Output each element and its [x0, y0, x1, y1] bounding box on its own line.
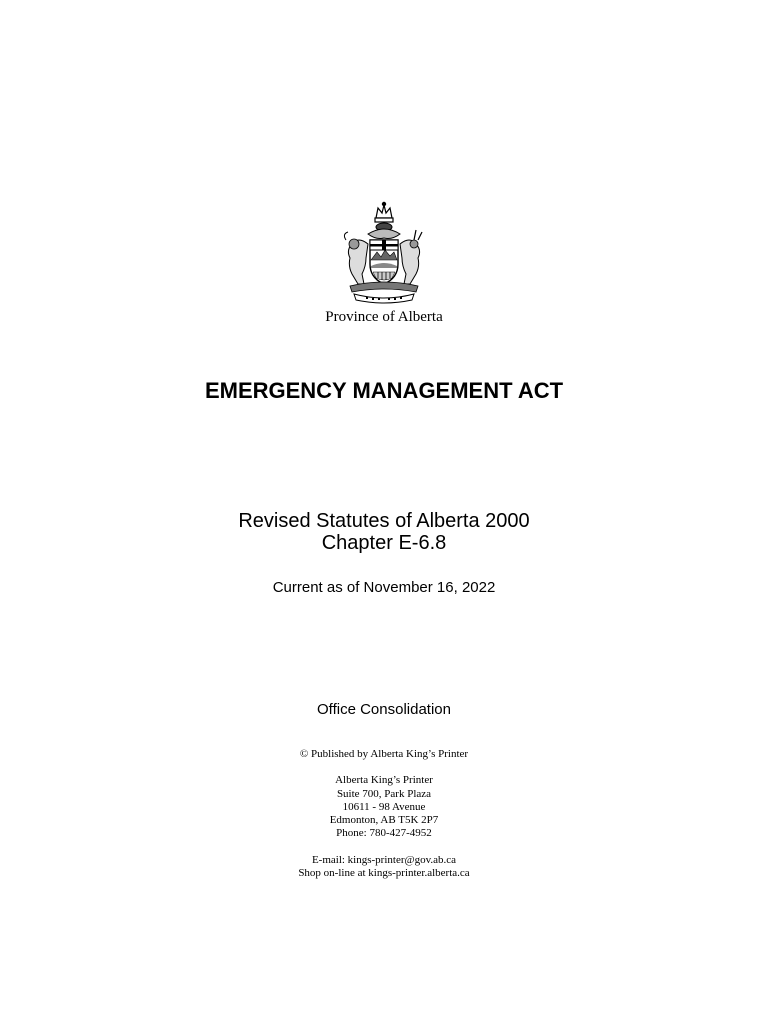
province-name: Province of Alberta: [325, 309, 443, 325]
publisher-info: [0, 748, 768, 880]
alberta-coat-of-arms-icon: [332, 200, 436, 304]
statute-reference: [0, 510, 768, 554]
address-line-2: 10611 - 98 Avenue: [342, 800, 426, 813]
publisher-name: Alberta King’s Printer: [335, 774, 433, 787]
address-line-1: Suite 700, Park Plaza: [336, 787, 432, 800]
publisher-phone: Phone: 780-427-4952: [336, 827, 432, 840]
publisher-shop: Shop on-line at kings-printer.alberta.ca: [298, 867, 470, 880]
current-as-of: Current as of November 16, 2022: [272, 579, 496, 596]
office-consolidation: Office Consolidation: [317, 701, 451, 718]
address-city: Edmonton, AB T5K 2P7: [329, 814, 439, 827]
published-by: © Published by Alberta King’s Printer: [299, 748, 469, 760]
act-title: EMERGENCY MANAGEMENT ACT: [204, 378, 564, 403]
publisher-email: E-mail: kings-printer@gov.ab.ca: [311, 853, 457, 866]
statute-line-revised: Revised Statutes of Alberta 2000: [238, 510, 530, 532]
statute-line-chapter: Chapter E-6.8: [321, 532, 447, 554]
